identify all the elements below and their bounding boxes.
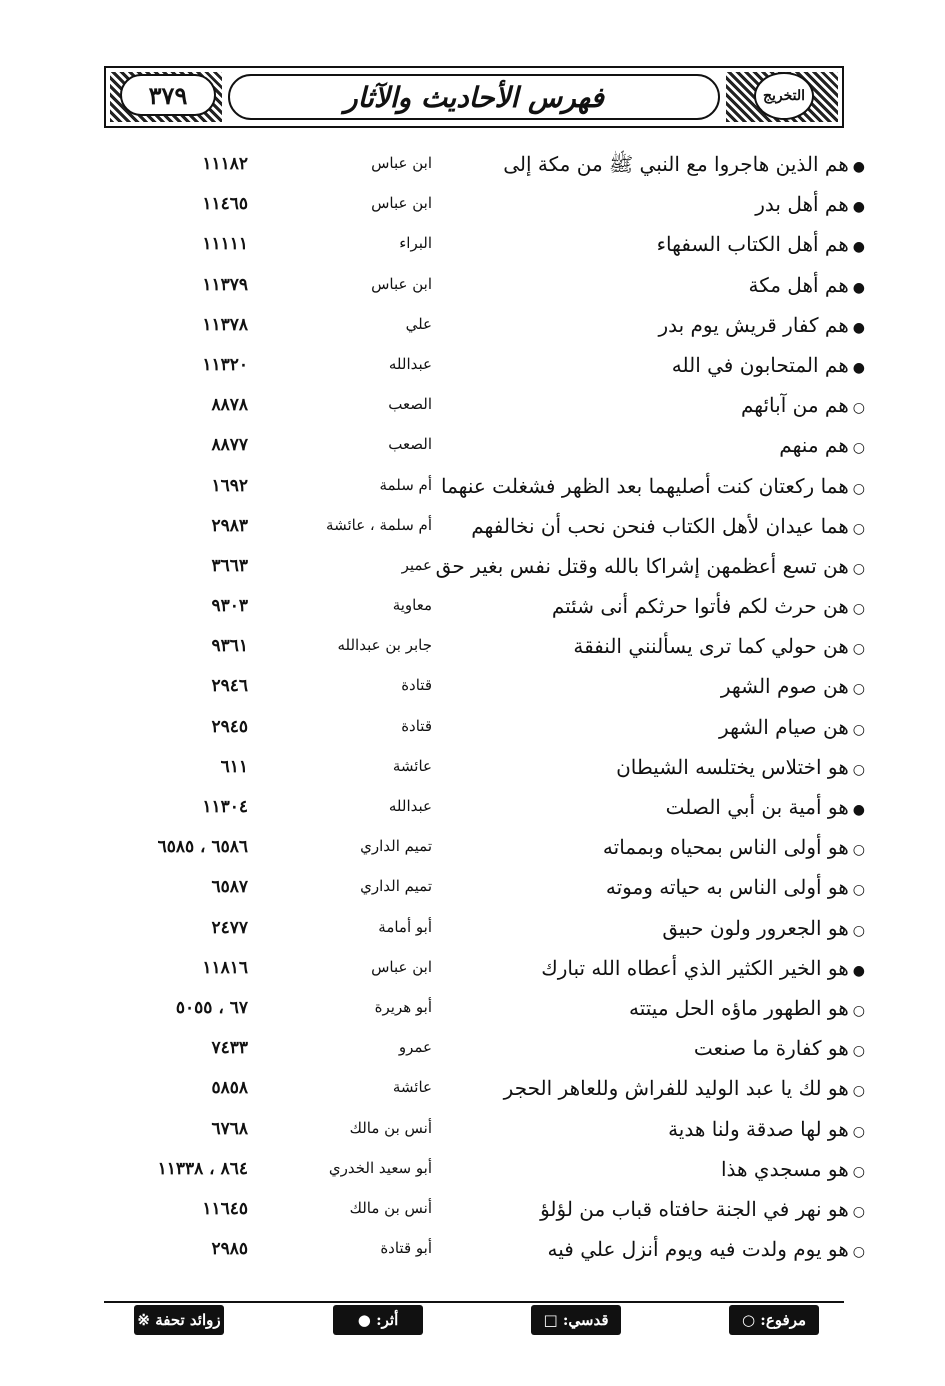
narrator: عمرو [398,1038,432,1057]
narrator: الصعب [388,435,432,454]
hadith-text: هن حولي كما ترى يسألنني النفقة [573,634,849,659]
hadith-entry [445,875,865,899]
hadith-text: هو الجعرور ولون حبيق [662,915,849,940]
type-mark: ● [852,279,865,296]
index-row [0,391,945,431]
page-header [104,66,844,128]
narrator: ابن عباس [371,154,432,172]
narrator: قتادة [401,716,432,735]
hadith-entry [445,715,865,739]
hadith-text: هم منهم [779,433,849,458]
type-mark: ○ [852,761,865,778]
index-row [0,150,945,190]
index-row [0,230,945,270]
hadith-number: ١١٨١٦ [202,957,248,978]
hadith-entry [445,916,865,940]
index-row [0,1115,945,1155]
hadith-number: ٢٩٨٥ [211,1239,248,1260]
hadith-text: هو يوم ولدت فيه ويوم أنزل علي فيه [547,1237,849,1262]
header-emblem: التخريج [754,72,814,120]
index-row [0,512,945,552]
hadith-number: ٩٣٦١ [211,636,248,657]
narrator: تميم الداري [360,837,432,856]
hadith-number: ١١٣٢٠ [202,354,248,375]
index-row [0,793,945,833]
hadith-entry [445,795,865,819]
hadith-text: هما عيدان لأهل الكتاب فنحن نحب أن نخالفهم [471,513,849,538]
hadith-entry [445,1157,865,1181]
hadith-text: هو نهر في الجنة حافتاه قباب من لؤلؤ [540,1196,849,1221]
hadith-entry [445,514,865,538]
narrator: عائشة [392,1078,432,1097]
narrator: ابن عباس [371,274,432,293]
hadith-text: هو أولى الناس بمحياه وبمماته [602,835,849,860]
hadith-number: ٢٤٧٧ [211,917,248,938]
hadith-entry [445,1076,865,1100]
type-mark: ● [852,239,865,256]
index-row [0,1034,945,1074]
hadith-text: هو كفارة ما صنعت [693,1036,849,1061]
type-mark: ○ [852,520,865,537]
hadith-number: ٦٧ ، ٥٠٥٥ [175,997,248,1018]
index-row [0,552,945,592]
hadith-entry [445,192,865,216]
hadith-text: هن صيام الشهر [719,714,849,739]
index-list [0,150,945,1275]
hadith-text: هم أهل مكة [748,272,849,297]
hadith-number: ٦٧٦٨ [211,1118,248,1139]
narrator: عبدالله [388,354,432,373]
hadith-number: ١١٤٦٥ [202,194,248,215]
type-mark: ○ [852,440,865,457]
hadith-number: ١١١٨٢ [202,154,248,174]
hadith-text: هو مسجدي هذا [720,1156,849,1181]
hadith-entry [445,273,865,297]
index-row [0,1195,945,1235]
type-mark: ● [852,359,865,376]
narrator: أم سلمة [379,475,432,494]
hadith-entry [435,553,865,578]
index-row [0,1235,945,1275]
hadith-number: ٦١١ [220,756,248,777]
index-row [0,713,945,753]
narrator: تميم الداري [360,877,432,896]
narrator: البراء [399,234,432,253]
hadith-number: ٣٦٦٣ [211,555,248,576]
footer-divider [104,1301,844,1303]
hadith-number: ١٦٩٢ [211,475,248,496]
index-row [0,914,945,954]
index-row [0,1074,945,1114]
narrator: عبدالله [388,797,432,815]
hadith-text: هن حرث لكم فأتوا حرثكم أنى شئتم [551,594,849,619]
hadith-entry [445,1117,865,1141]
narrator: أبو أمامة [378,917,432,936]
narrator: أنس بن مالك [349,1118,432,1137]
hadith-number: ١١٣٧٩ [202,274,248,295]
type-mark: ○ [852,560,865,577]
legend-marfu: مرفوع: ○ [729,1305,819,1335]
hadith-text: هم الذين هاجروا مع النبي ﷺ من مكة إلى [503,152,849,176]
hadith-number: ٦٥٨٧ [211,877,248,898]
type-mark: ● [852,319,865,336]
hadith-entry [445,835,865,859]
narrator: معاوية [392,596,432,615]
hadith-number: ٢٩٤٥ [211,716,248,737]
hadith-entry [445,353,865,377]
narrator: أبو قتادة [380,1239,432,1258]
hadith-number: ١١٣٧٨ [202,314,248,335]
hadith-number: ٨٨٧٨ [211,395,248,416]
hadith-entry [445,1197,865,1221]
hadith-number: ١١١١١ [202,234,248,255]
hadith-entry [445,393,865,417]
type-mark: ○ [852,681,865,698]
narrator: عائشة [392,756,432,775]
index-row [0,1155,945,1195]
narrator: قتادة [401,676,432,695]
narrator: علي [405,314,432,333]
type-mark: ○ [852,1043,865,1060]
narrator: أبو هريرة [374,997,432,1016]
hadith-text: هما ركعتان كنت أصليهما بعد الظهر فشغلت عنهما [440,473,849,498]
narrator: أنس بن مالك [349,1198,432,1217]
narrator: أبو سعيد الخدري [328,1158,432,1177]
hadith-text: هو اختلاس يختلسه الشيطان [616,754,849,779]
hadith-text: هم المتحابون في الله [671,352,849,377]
hadith-number: ٢٩٤٦ [211,676,248,697]
hadith-entry [445,232,865,256]
hadith-entry [445,634,865,658]
type-mark: ○ [852,480,865,497]
hadith-text: هم أهل الكتاب السفهاء [656,232,849,257]
page-number: ٣٧٩ [120,74,216,116]
index-row [0,954,945,994]
index-row [0,351,945,391]
index-row [0,190,945,230]
type-mark: ○ [852,400,865,417]
index-row [0,271,945,311]
hadith-entry [445,996,865,1020]
narrator: ابن عباس [371,194,432,213]
hadith-number: ١١٣٠٤ [202,797,248,817]
type-mark: ● [852,802,865,818]
index-row [0,632,945,672]
narrator: أم سلمة ، عائشة [326,515,432,534]
hadith-entry [445,674,865,698]
type-mark: ○ [852,1244,865,1261]
hadith-text: هو لك يا عبد الوليد للفراش وللعاهر الحجر [503,1076,849,1101]
type-mark: ○ [852,922,865,939]
type-mark: ○ [852,641,865,658]
type-mark: ○ [852,1002,865,1019]
legend-zawaid: زوائد تحفة ※ [134,1305,224,1335]
index-row [0,311,945,351]
narrator: الصعب [388,395,432,414]
hadith-entry [445,313,865,337]
hadith-entry [445,152,865,181]
index-row [0,873,945,913]
index-row [0,753,945,793]
hadith-number: ٨٨٧٧ [211,435,248,456]
index-row [0,672,945,712]
hadith-text: هو الطهور ماؤه الحل ميتته [629,995,849,1020]
type-mark: ○ [852,1083,865,1100]
type-mark: ● [852,199,865,216]
hadith-text: هو الخير الكثير الذي أعطاه الله تبارك [541,955,849,980]
type-mark: ○ [852,721,865,738]
index-row [0,994,945,1034]
type-mark: ○ [852,601,865,618]
hadith-number: ٦٥٨٦ ، ٦٥٨٥ [157,837,248,858]
hadith-number: ٧٤٣٣ [211,1038,248,1059]
narrator: عمير [401,555,432,574]
type-mark: ○ [852,1203,865,1220]
type-mark: ○ [852,1163,865,1180]
type-mark: ● [852,159,865,175]
hadith-text: هم من آبائهم [740,393,849,418]
hadith-text: هم كفار قريش يوم بدر [658,312,849,337]
narrator: جابر بن عبدالله [337,636,432,655]
type-mark: ● [852,962,865,979]
hadith-entry [445,755,865,779]
hadith-entry [445,1237,865,1261]
legend-athar: أثر: ● [333,1305,423,1335]
type-mark: ○ [852,882,865,899]
hadith-number: ٩٣٠٣ [211,596,248,617]
hadith-text: هن تسع أعظمهن إشراكا بالله وقتل نفس بغير حق [435,553,849,578]
index-row [0,833,945,873]
hadith-entry [445,956,865,980]
index-row [0,431,945,471]
type-mark: ○ [852,1123,865,1140]
hadith-entry [440,473,865,498]
index-row [0,472,945,512]
hadith-number: ١١٦٤٥ [202,1198,248,1219]
hadith-text: هو أولى الناس به حياته وموته [605,875,849,900]
hadith-text: هو لها صدقة ولنا هدية [668,1116,849,1141]
narrator: ابن عباس [371,957,432,976]
hadith-text: هو أمية بن أبي الصلت [665,795,849,819]
hadith-number: ٥٨٥٨ [211,1078,248,1099]
hadith-text: هم أهل بدر [755,192,849,217]
hadith-entry [445,1036,865,1060]
hadith-number: ٢٩٨٣ [211,515,248,536]
hadith-entry [445,433,865,457]
legend-qudsi: قدسي: □ [531,1305,621,1335]
hadith-text: هن صوم الشهر [720,674,849,699]
hadith-number: ٨٦٤ ، ١١٣٣٨ [157,1158,248,1179]
index-row [0,592,945,632]
type-mark: ○ [852,842,865,859]
page-title: فهرس الأحاديث والآثار [228,74,720,120]
hadith-entry [445,594,865,618]
